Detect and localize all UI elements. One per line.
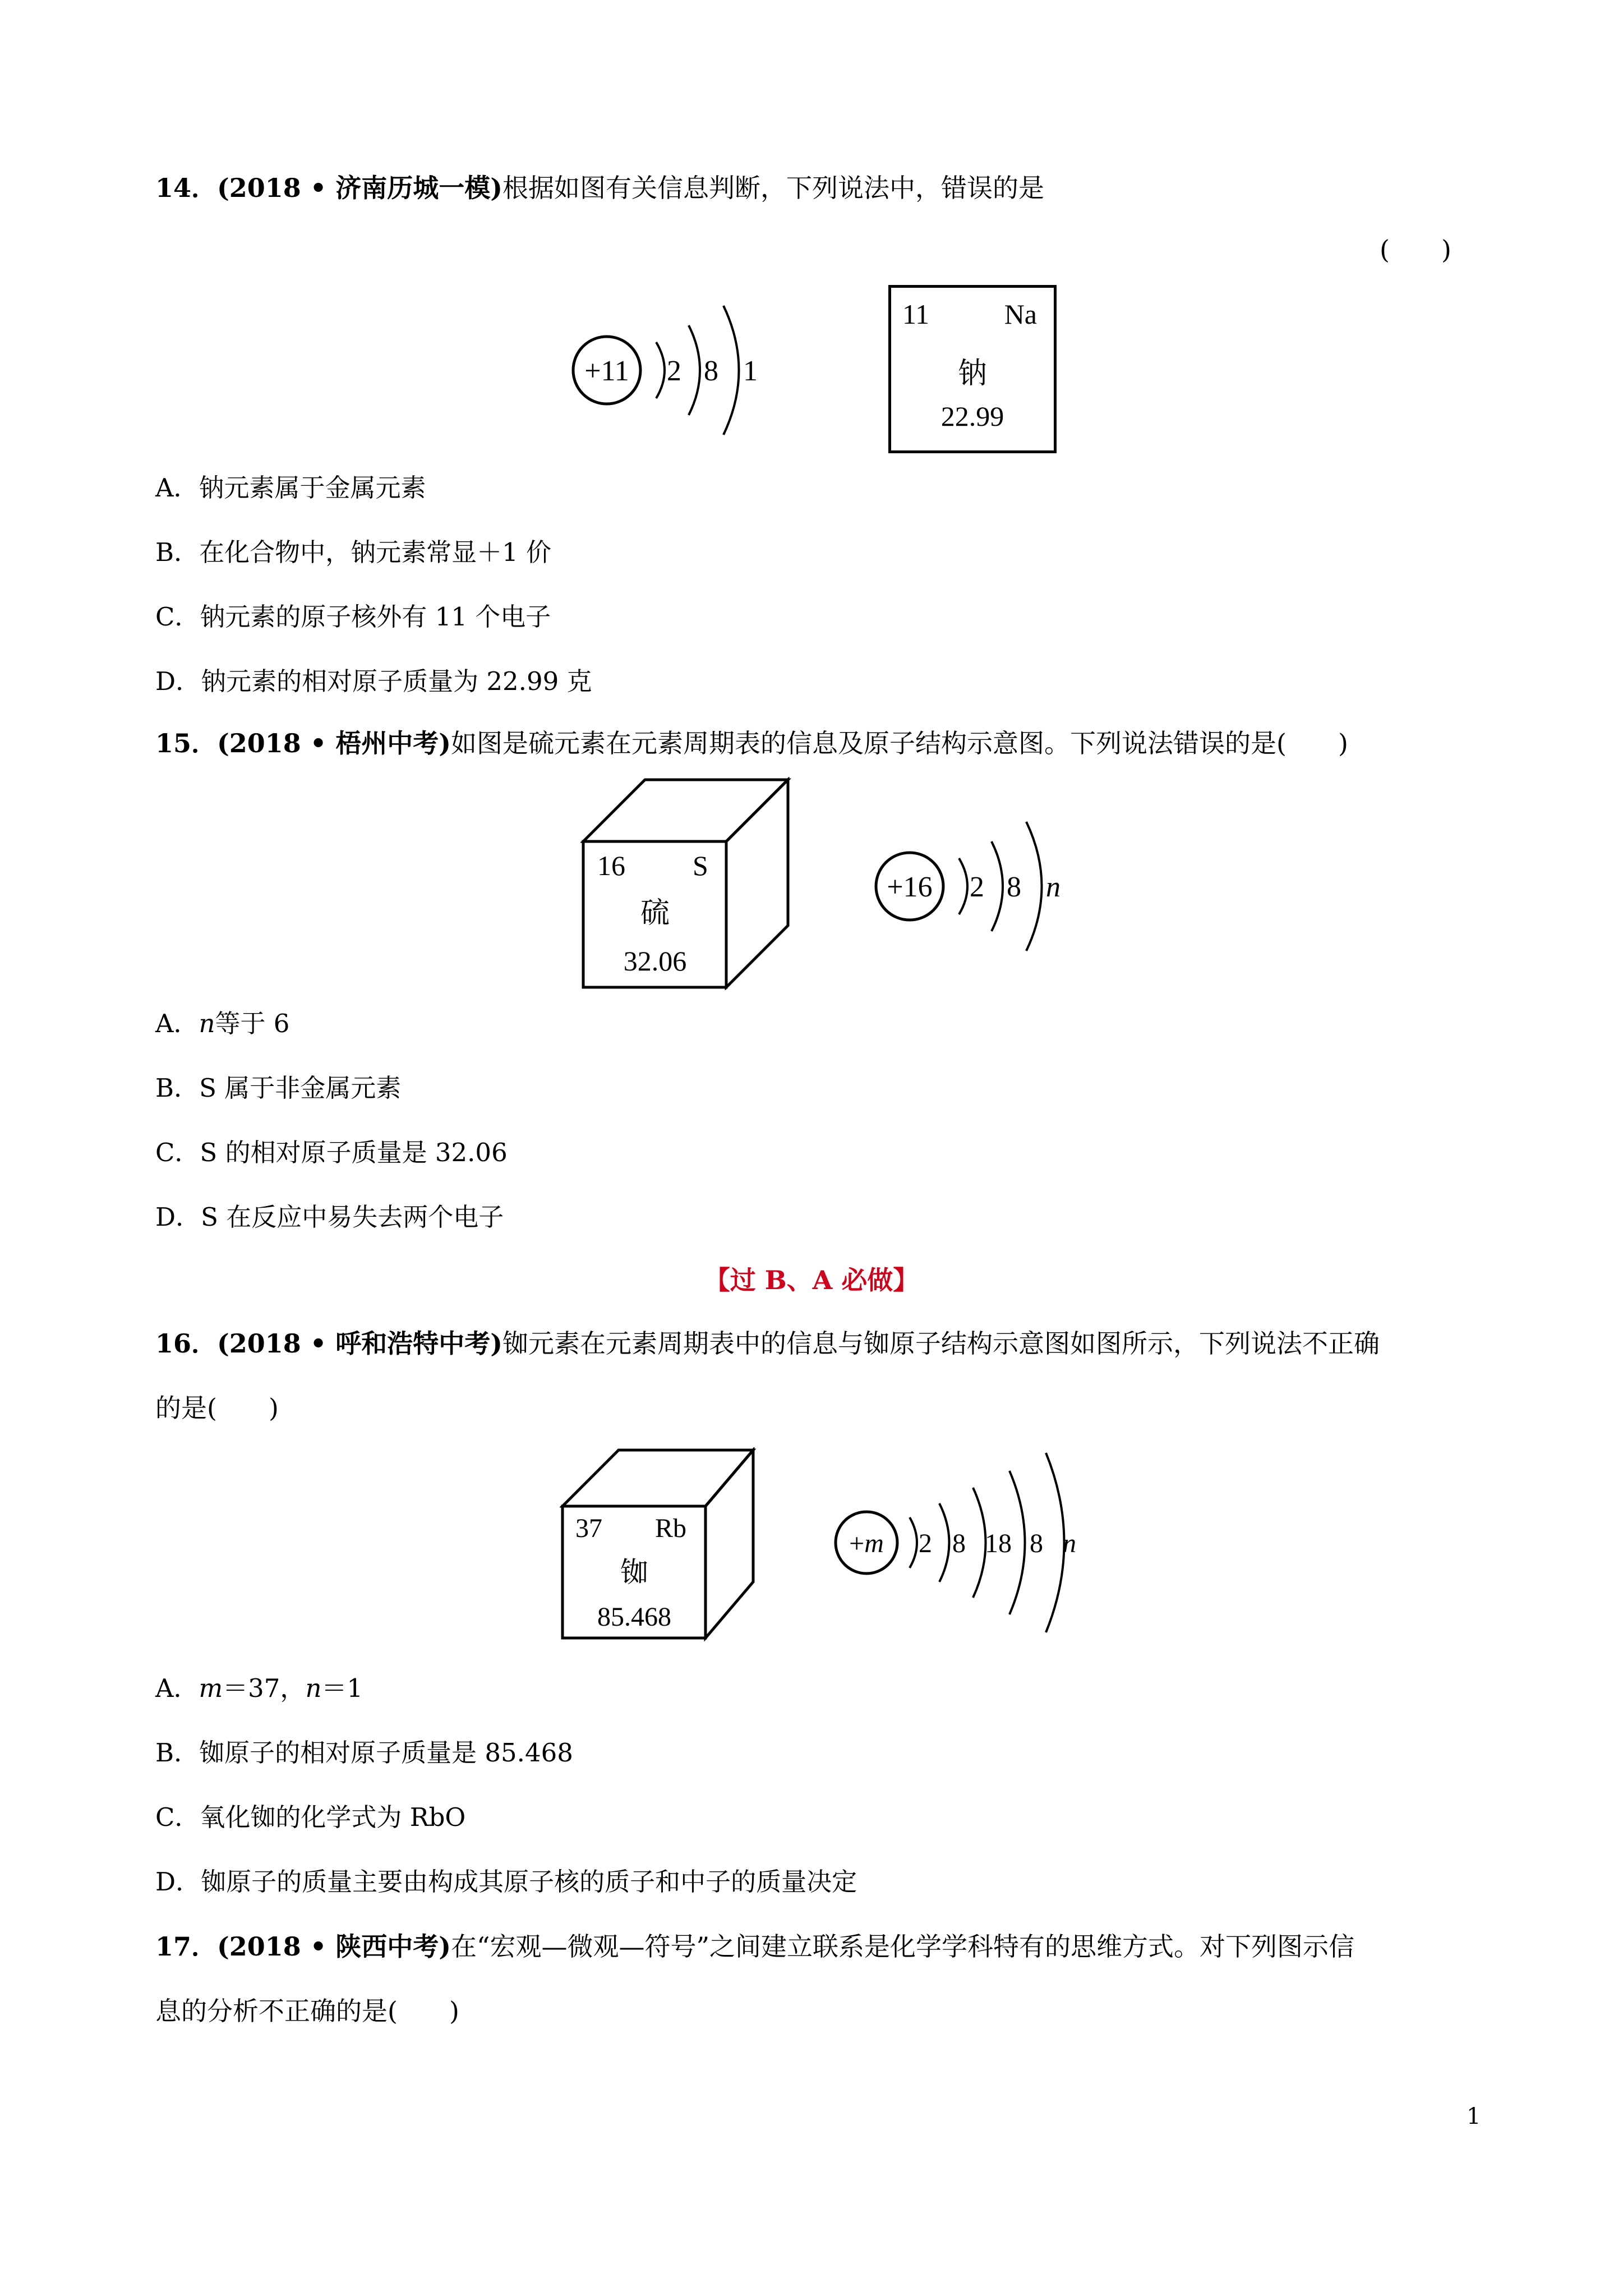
q16-option-a-end: ＝1 [321,1673,363,1703]
q14-answer-blank: ( ) [1380,234,1451,265]
q14-number: 14． [155,173,218,203]
q15-option-a [155,1007,289,1041]
q16-element-name: 铷 [620,1556,648,1589]
q14-option-d: D．钠元素的相对原子质量为 22.99 克 [155,666,592,696]
q14-shell-1: 2 [667,355,681,387]
q16-number: 16． [155,1328,218,1359]
q15-stem [155,726,1348,760]
q16-shell-4: 8 [1030,1529,1043,1558]
q14-option-b: B．在化合物中，钠元素常显＋1 价 [155,537,552,567]
q16-source: (2018 • 呼和浩特中考) [217,1328,503,1359]
q14-element-name: 钠 [957,357,987,390]
page-number: 1 [1467,2104,1481,2129]
q14-shell-3: 1 [743,355,758,387]
q14-text: 根据如图有关信息判断，下列说法中，错误的是 [502,173,1045,203]
q14-element-card [888,285,1057,453]
q16-option-a-var1: m [199,1673,223,1703]
q16-shell-3: 18 [985,1529,1012,1558]
q17-stem-line2: 息的分析不正确的是( ) [155,1996,459,2026]
q16-option-a [155,1672,363,1705]
q16-shell-1: 2 [919,1529,932,1558]
q14-atom-diagram [561,292,785,449]
q15-option-a-prefix: A． [155,1009,199,1038]
q16-element-cube [560,1447,767,1644]
q15-option-b: B．S 属于非金属元素 [155,1073,402,1103]
q17-stem-line1 [155,1930,1354,1963]
q15-shell-1: 2 [970,871,984,903]
q16-stem-line1 [155,1327,1380,1360]
q16-nucleus-label: +m [849,1529,884,1558]
q14-source: (2018 • 济南历城一模) [217,173,503,203]
q14-shell-2: 8 [704,355,718,387]
q16-option-a-prefix: A． [155,1673,199,1703]
q15-nucleus-label: +16 [887,871,933,903]
q16-element-symbol: Rb [655,1513,687,1543]
q14-atomic-number: 11 [902,298,930,330]
q15-text: 如图是硫元素在元素周期表的信息及原子结构示意图。下列说法错误的是( ) [451,728,1348,758]
q15-atom-diagram [864,808,1088,965]
q15-option-a-var: n [199,1009,215,1038]
q15-option-d: D．S 在反应中易失去两个电子 [155,1202,504,1232]
q14-nucleus-label: +11 [584,355,629,387]
q16-shell-2: 8 [952,1529,966,1558]
q14-element-symbol: Na [1004,298,1037,330]
q16-option-a-mid: ＝37， [223,1673,306,1703]
q15-source: (2018 • 梧州中考) [217,728,451,758]
q15-atomic-mass: 32.06 [623,945,687,977]
q15-number: 15． [155,728,218,758]
q16-atomic-mass: 85.468 [597,1602,671,1632]
q14-option-a: A．钠元素属于金属元素 [155,473,426,503]
q16-option-b: B．铷原子的相对原子质量是 85.468 [155,1738,573,1768]
q15-option-a-rest: 等于 6 [215,1009,290,1038]
q15-option-c: C．S 的相对原子质量是 32.06 [155,1138,508,1167]
q16-shell-5: n [1063,1529,1076,1558]
q16-atom-diagram [824,1447,1088,1638]
section-title: 【过 B、A 必做】 [704,1265,919,1295]
q17-number: 17． [155,1931,218,1962]
q16-option-d: D．铷原子的质量主要由构成其原子核的质子和中子的质量决定 [155,1867,857,1897]
q14-option-c: C．钠元素的原子核外有 11 个电子 [155,602,551,632]
q16-stem-line2: 的是( ) [155,1393,279,1423]
q15-shell-3: n [1046,871,1061,903]
q15-element-name: 硫 [640,896,670,930]
q14-atomic-mass: 22.99 [940,401,1004,432]
q16-atomic-number: 37 [575,1513,602,1543]
q15-element-symbol: S [693,850,708,881]
q16-option-c: C．氧化铷的化学式为 RbO [155,1802,466,1832]
q15-element-cube [580,777,805,990]
q16-text-1: 铷元素在元素周期表中的信息与铷原子结构示意图如图所示，下列说法不正确 [502,1328,1380,1359]
q17-source: (2018 • 陕西中考) [217,1931,451,1962]
q16-option-a-var2: n [305,1673,322,1703]
q14-stem [155,171,1044,205]
q17-text-1: 在“宏观—微观—符号”之间建立联系是化学学科特有的思维方式。对下列图示信 [451,1931,1355,1962]
q15-atomic-number: 16 [597,850,625,881]
q15-shell-2: 8 [1007,871,1021,903]
